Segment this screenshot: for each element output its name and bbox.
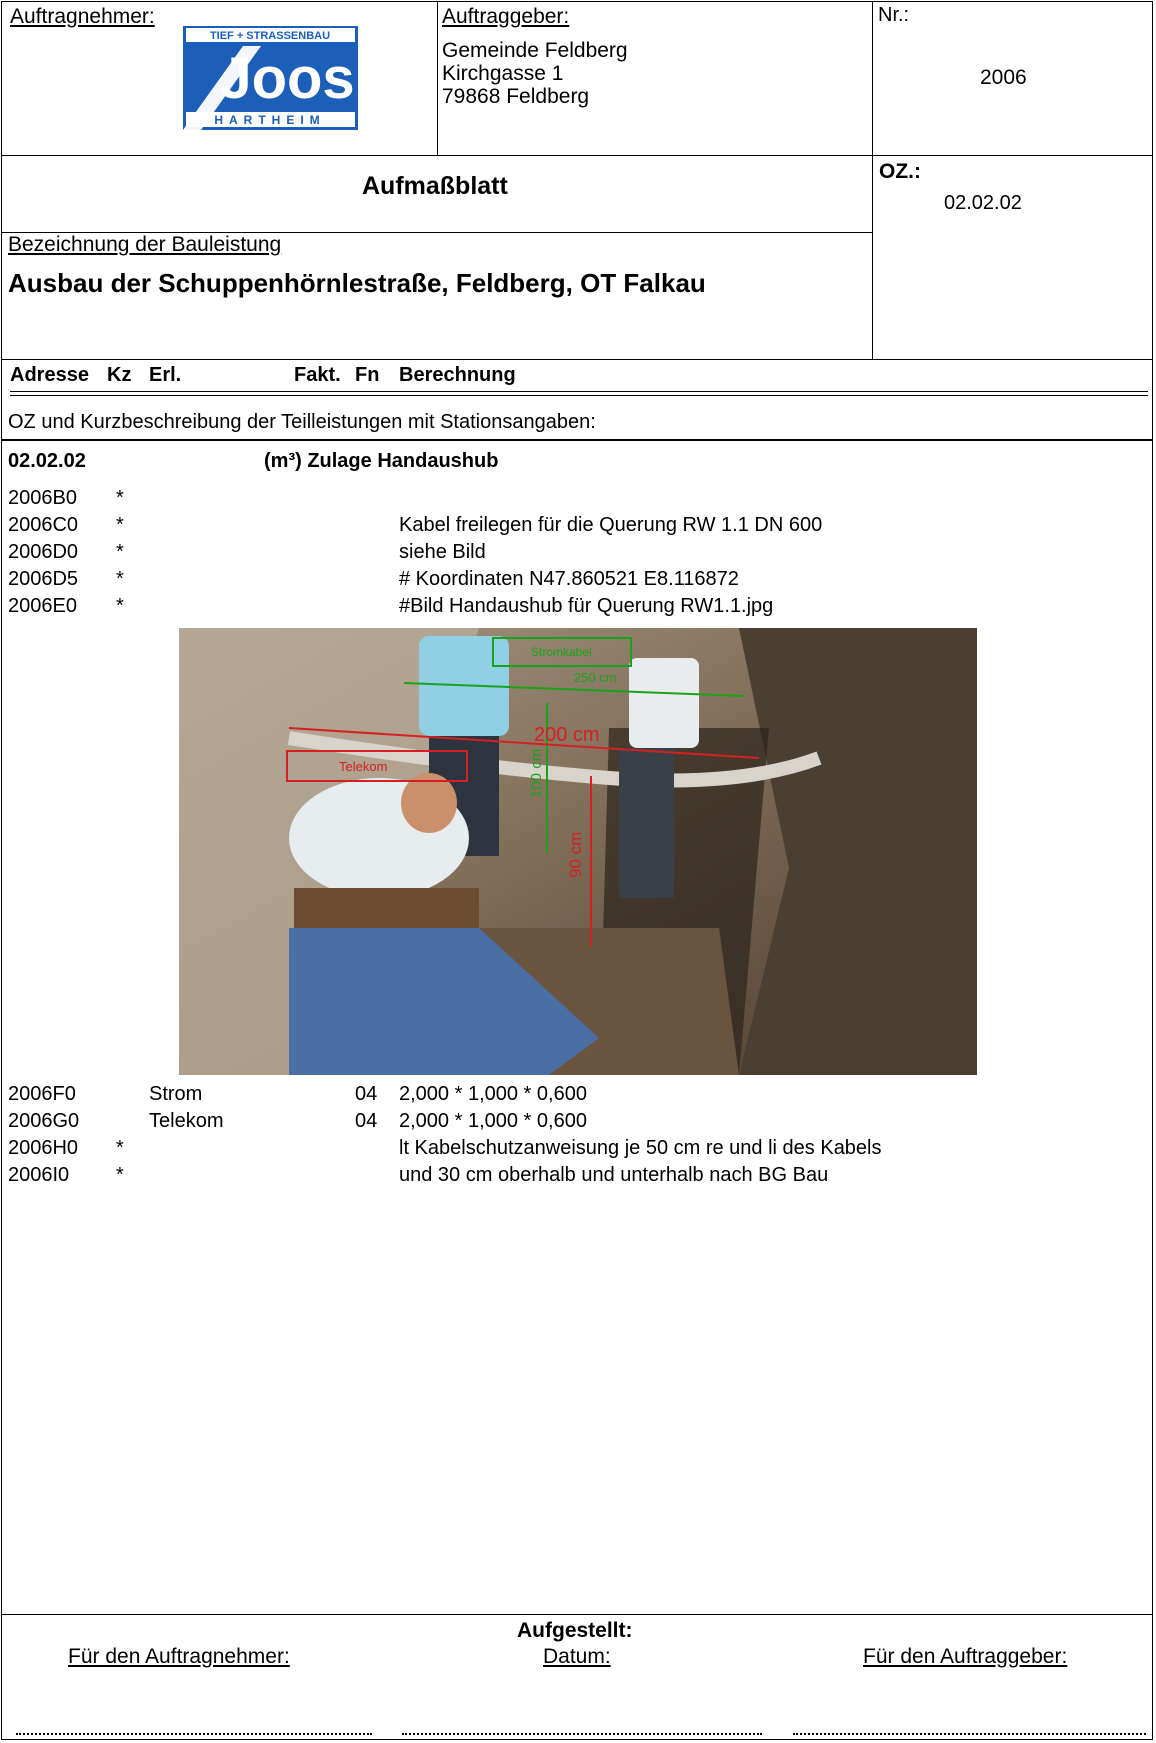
table-row	[0, 540, 1156, 567]
logo-bottom-text: HARTHEIM	[214, 113, 326, 127]
row-calc: 2,000 * 1,000 * 0,600	[399, 1083, 587, 1105]
excavation-photo-graphic	[179, 628, 977, 1075]
row-erl: Telekom	[149, 1110, 224, 1132]
row-kz: *	[116, 568, 124, 590]
row-calc: und 30 cm oberhalb und unterhalb nach BG Bau	[399, 1164, 829, 1186]
description-header: OZ und Kurzbeschreibung der Teilleistungen mit Stationsangaben:	[8, 411, 596, 433]
client-name: Gemeinde Feldberg	[442, 39, 628, 62]
column-adresse: Adresse	[10, 364, 89, 386]
row-calc: lt Kabelschutzanweisung je 50 cm re und li des Kabels	[399, 1137, 882, 1159]
table-row	[0, 513, 1156, 540]
client-street: Kirchgasse 1	[442, 62, 564, 85]
divider	[1, 1614, 1153, 1615]
rows-bottom	[0, 1082, 1156, 1190]
row-calc: 2,000 * 1,000 * 0,600	[399, 1110, 587, 1132]
row-address: 2006D5	[8, 568, 79, 590]
divider	[1, 359, 1153, 360]
column-kz: Kz	[107, 364, 132, 386]
row-calc: siehe Bild	[399, 541, 486, 563]
row-address: 2006B0	[8, 487, 77, 509]
label-stromkabel: Stromkabel	[531, 645, 592, 659]
sheet-title: Aufmaßblatt	[362, 172, 508, 200]
logo-main-text: Joos	[219, 46, 355, 111]
table-row	[0, 486, 1156, 513]
logo-top-text: TIEF + STRASSENBAU	[209, 30, 331, 42]
footer-contractor: Für den Auftragnehmer:	[68, 1645, 290, 1668]
row-kz: *	[116, 514, 124, 536]
position-title: (m³) Zulage Handaushub	[264, 450, 499, 472]
signature-line-client	[793, 1733, 1146, 1735]
divider	[437, 1, 438, 155]
row-kz: *	[116, 1137, 124, 1159]
row-address: 2006E0	[8, 595, 77, 617]
footer-client: Für den Auftraggeber:	[863, 1645, 1068, 1668]
label-telekom: Telekom	[339, 759, 388, 774]
designation: Ausbau der Schuppenhörnlestraße, Feldberg, OT Falkau	[8, 268, 706, 298]
divider	[10, 395, 1148, 396]
row-fn: 04	[355, 1110, 378, 1132]
row-address: 2006H0	[8, 1137, 79, 1159]
row-calc: # Koordinaten N47.860521 E8.116872	[399, 568, 739, 590]
table-row	[0, 1082, 1156, 1109]
contractor-label: Auftragnehmer:	[10, 5, 155, 28]
client-address	[442, 39, 628, 108]
footer-date: Datum:	[543, 1645, 611, 1668]
column-fakt: Fakt.	[294, 364, 341, 386]
footer-set-up: Aufgestellt:	[517, 1619, 633, 1642]
divider	[10, 391, 1148, 392]
oz-value: 02.02.02	[944, 192, 1022, 214]
position-oz: 02.02.02	[8, 450, 86, 472]
client-city: 79868 Feldberg	[442, 85, 590, 108]
column-fn: Fn	[355, 364, 380, 386]
table-row	[0, 567, 1156, 594]
divider	[1, 439, 1153, 441]
row-kz: *	[116, 487, 124, 509]
row-kz: *	[116, 1164, 124, 1186]
column-berechnung: Berechnung	[399, 364, 516, 386]
signature-line-contractor	[16, 1733, 372, 1735]
table-row	[0, 1163, 1156, 1190]
row-address: 2006F0	[8, 1083, 76, 1105]
divider	[872, 1, 873, 359]
table-row	[0, 594, 1156, 621]
label-depth-90: 90 cm	[566, 831, 585, 878]
row-kz: *	[116, 595, 124, 617]
row-address: 2006G0	[8, 1110, 80, 1132]
client-label: Auftraggeber:	[442, 5, 570, 28]
nr-value: 2006	[980, 66, 1027, 89]
row-calc: Kabel freilegen für die Querung RW 1.1 DN 600	[399, 514, 823, 536]
row-fn: 04	[355, 1083, 378, 1105]
row-address: 2006D0	[8, 541, 79, 563]
signature-line-date	[402, 1733, 762, 1735]
divider	[1, 155, 1153, 156]
label-depth-100: 100 cm	[528, 748, 545, 798]
table-row	[0, 1136, 1156, 1163]
row-calc: #Bild Handaushub für Querung RW1.1.jpg	[399, 595, 774, 617]
excavation-photo	[179, 628, 977, 1075]
rows-top	[0, 486, 1156, 621]
row-erl: Strom	[149, 1083, 203, 1105]
row-address: 2006C0	[8, 514, 79, 536]
row-address: 2006I0	[8, 1164, 70, 1186]
designation-label: Bezeichnung der Bauleistung	[8, 233, 282, 256]
row-kz: *	[116, 541, 124, 563]
label-width-200: 200 cm	[534, 724, 600, 746]
company-logo-graphic	[183, 26, 358, 130]
nr-label: Nr.:	[878, 4, 910, 26]
company-logo	[183, 26, 358, 130]
oz-label: OZ.:	[879, 160, 921, 183]
table-row	[0, 1109, 1156, 1136]
label-width-250: 250 cm	[574, 670, 617, 685]
column-erl: Erl.	[149, 364, 182, 386]
